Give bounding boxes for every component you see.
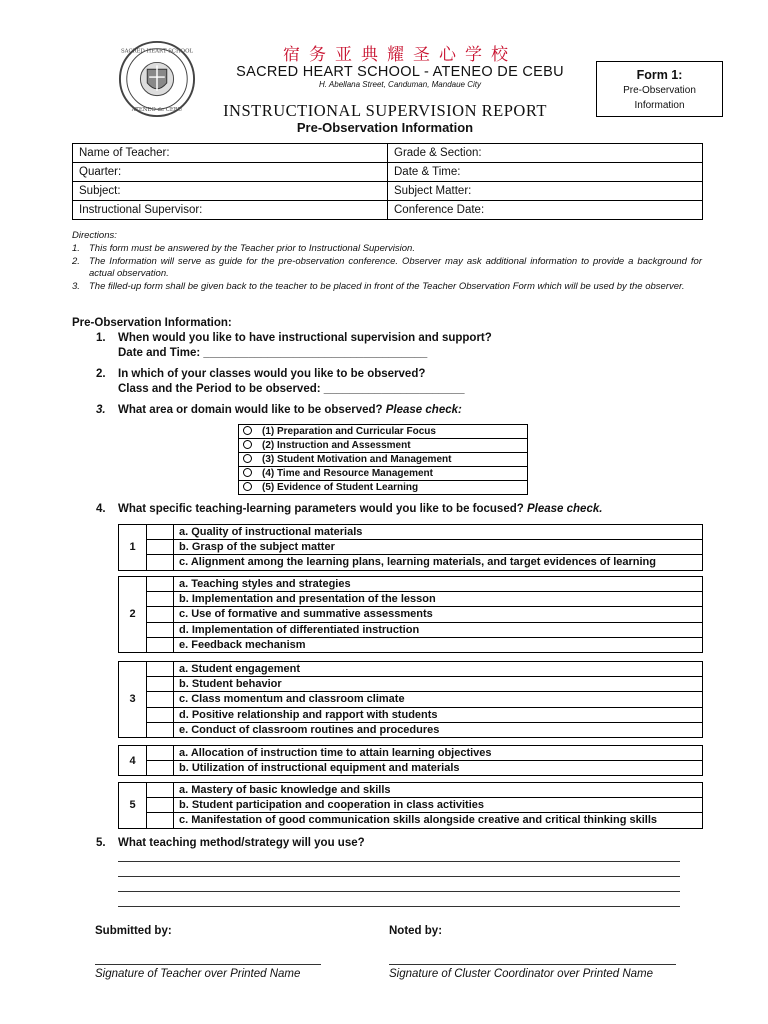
parameter-item: e. Conduct of classroom routines and procedures [174, 722, 703, 737]
parameter-item: e. Feedback mechanism [174, 637, 703, 652]
question-5-text: What teaching method/strategy will you use? [118, 837, 365, 849]
domain-checklist [238, 424, 528, 495]
answer-line[interactable] [118, 891, 680, 892]
checkbox-cell[interactable] [147, 555, 174, 570]
grade-section-field[interactable]: Grade & Section: [388, 144, 703, 163]
question-4-text: What specific teaching-learning parameters would you like to be focused? [118, 503, 524, 515]
checkbox-cell[interactable] [147, 761, 174, 776]
svg-text:ATENEO de CEBU: ATENEO de CEBU [131, 107, 183, 114]
teacher-signature-label: Signature of Teacher over Printed Name [95, 968, 301, 980]
parameter-item: c. Use of formative and summative assessments [174, 607, 703, 622]
parameter-group-5 [118, 782, 703, 829]
group-number: 2 [119, 577, 147, 653]
domain-row[interactable] [239, 425, 528, 439]
instructional-supervisor-field[interactable]: Instructional Supervisor: [73, 201, 388, 220]
conference-date-field[interactable]: Conference Date: [388, 201, 703, 220]
parameter-item: b. Student participation and cooperation in class activities [174, 798, 703, 813]
group-number: 3 [119, 662, 147, 738]
radio-circle-icon[interactable] [243, 454, 252, 463]
parameter-group-2 [118, 576, 703, 653]
domain-row[interactable] [239, 481, 528, 495]
question-1-date-time-field[interactable]: Date and Time: ___________________________________ [118, 347, 428, 359]
direction-number: 2. [72, 255, 80, 267]
teacher-info-table [72, 143, 703, 220]
direction-text: The filled-up form shall be given back to the teacher to be placed in front of the Teacher Observation Form which will be used by the observer. [89, 281, 685, 293]
checkbox-cell[interactable] [147, 622, 174, 637]
coordinator-signature-label: Signature of Cluster Coordinator over Printed Name [389, 968, 653, 980]
parameter-item: b. Student behavior [174, 677, 703, 692]
checkbox-cell[interactable] [147, 525, 174, 540]
domain-row[interactable] [239, 467, 528, 481]
radio-circle-icon[interactable] [243, 482, 252, 491]
question-3-hint: Please check: [385, 404, 462, 416]
group-number: 4 [119, 746, 147, 776]
answer-line[interactable] [118, 861, 680, 862]
parameter-group-3 [118, 661, 703, 738]
answer-line[interactable] [118, 906, 680, 907]
checkbox-cell[interactable] [147, 707, 174, 722]
domain-label: (1) Preparation and Curricular Focus [262, 426, 436, 437]
question-4-hint: Please check. [526, 503, 603, 515]
checkbox-cell[interactable] [147, 813, 174, 828]
directions-heading: Directions: [72, 230, 117, 241]
parameter-item: a. Mastery of basic knowledge and skills [174, 783, 703, 798]
direction-item [72, 243, 702, 256]
question-1-text: When would you like to have instructional supervision and support? [118, 332, 492, 344]
checkbox-cell[interactable] [147, 677, 174, 692]
parameter-item: c. Manifestation of good communication skills alongside creative and critical thinking skills [174, 813, 703, 828]
form-number-box [596, 61, 723, 117]
direction-text: This form must be answered by the Teacher prior to Instructional Supervision. [89, 242, 415, 254]
pre-observation-heading: Pre-Observation Information: [72, 317, 232, 329]
checkbox-cell[interactable] [147, 722, 174, 737]
parameter-item: b. Implementation and presentation of the lesson [174, 592, 703, 607]
question-3-line [118, 404, 462, 416]
submitted-by-label: Submitted by: [95, 925, 172, 937]
question-4-line [118, 503, 602, 515]
domain-label: (2) Instruction and Assessment [262, 440, 411, 451]
quarter-field[interactable]: Quarter: [73, 163, 388, 182]
parameter-item: a. Allocation of instruction time to attain learning objectives [174, 746, 703, 761]
checkbox-cell[interactable] [147, 662, 174, 677]
teacher-signature-line[interactable] [95, 964, 321, 965]
question-2-text: In which of your classes would you like to be observed? [118, 368, 426, 380]
question-2-number: 2. [96, 368, 106, 380]
checkbox-cell[interactable] [147, 746, 174, 761]
direction-number: 1. [72, 242, 80, 254]
parameter-item: d. Implementation of differentiated instruction [174, 622, 703, 637]
direction-item [72, 281, 702, 294]
checkbox-cell[interactable] [147, 692, 174, 707]
chinese-school-name: 宿务亚典耀圣心学校 [283, 45, 517, 65]
radio-circle-icon[interactable] [243, 426, 252, 435]
parameter-item: c. Class momentum and classroom climate [174, 692, 703, 707]
checkbox-cell[interactable] [147, 607, 174, 622]
group-number: 5 [119, 783, 147, 829]
parameter-item: a. Teaching styles and strategies [174, 577, 703, 592]
svg-text:SACRED HEART SCHOOL: SACRED HEART SCHOOL [120, 48, 194, 55]
parameter-item: a. Quality of instructional materials [174, 525, 703, 540]
parameter-item: b. Utilization of instructional equipment and materials [174, 761, 703, 776]
domain-row[interactable] [239, 439, 528, 453]
direction-item [72, 256, 702, 282]
noted-by-label: Noted by: [389, 925, 443, 937]
question-2-class-period-field[interactable]: Class and the Period to be observed: ______________________ [118, 383, 465, 395]
question-1-number: 1. [96, 332, 106, 344]
date-time-field[interactable]: Date & Time: [388, 163, 703, 182]
answer-line[interactable] [118, 876, 680, 877]
parameter-item: d. Positive relationship and rapport with students [174, 707, 703, 722]
radio-circle-icon[interactable] [243, 468, 252, 477]
checkbox-cell[interactable] [147, 637, 174, 652]
report-title: INSTRUCTIONAL SUPERVISION REPORT [223, 101, 547, 120]
checkbox-cell[interactable] [147, 592, 174, 607]
radio-circle-icon[interactable] [243, 440, 252, 449]
school-address: H. Abellana Street, Canduman, Mandaue City [318, 80, 481, 89]
domain-label: (5) Evidence of Student Learning [262, 482, 419, 493]
domain-label: (3) Student Motivation and Management [262, 454, 452, 465]
subject-matter-field[interactable]: Subject Matter: [388, 182, 703, 201]
direction-number: 3. [72, 281, 80, 293]
school-name: SACRED HEART SCHOOL - ATENEO DE CEBU [236, 64, 564, 80]
question-4-number: 4. [96, 503, 106, 515]
domain-label: (4) Time and Resource Management [262, 468, 433, 479]
subject-field[interactable]: Subject: [73, 182, 388, 201]
form-number: Form 1: [636, 68, 683, 82]
parameter-item: b. Grasp of the subject matter [174, 540, 703, 555]
form-desc-line2: Information [634, 100, 685, 111]
group-number: 1 [119, 525, 147, 571]
form-desc-line1: Pre-Observation [623, 85, 696, 96]
coordinator-signature-line[interactable] [389, 964, 676, 965]
domain-row[interactable] [239, 453, 528, 467]
direction-text: The Information will serve as guide for the pre-observation conference. Observer may ask additional information to provide a background for actual observation. [89, 255, 702, 280]
parameter-group-1 [118, 524, 703, 571]
checkbox-cell[interactable] [147, 798, 174, 813]
question-5-number: 5. [96, 837, 106, 849]
checkbox-cell[interactable] [147, 783, 174, 798]
name-of-teacher-field[interactable]: Name of Teacher: [73, 144, 388, 163]
parameter-item: c. Alignment among the learning plans, learning materials, and target evidences of learning [174, 555, 703, 570]
parameter-item: a. Student engagement [174, 662, 703, 677]
parameter-group-4 [118, 745, 703, 776]
directions [72, 230, 702, 294]
report-subtitle: Pre-Observation Information [296, 120, 474, 135]
checkbox-cell[interactable] [147, 577, 174, 592]
question-3-number: 3. [96, 404, 106, 416]
question-3-text: What area or domain would like to be observed? [118, 404, 383, 416]
checkbox-cell[interactable] [147, 540, 174, 555]
